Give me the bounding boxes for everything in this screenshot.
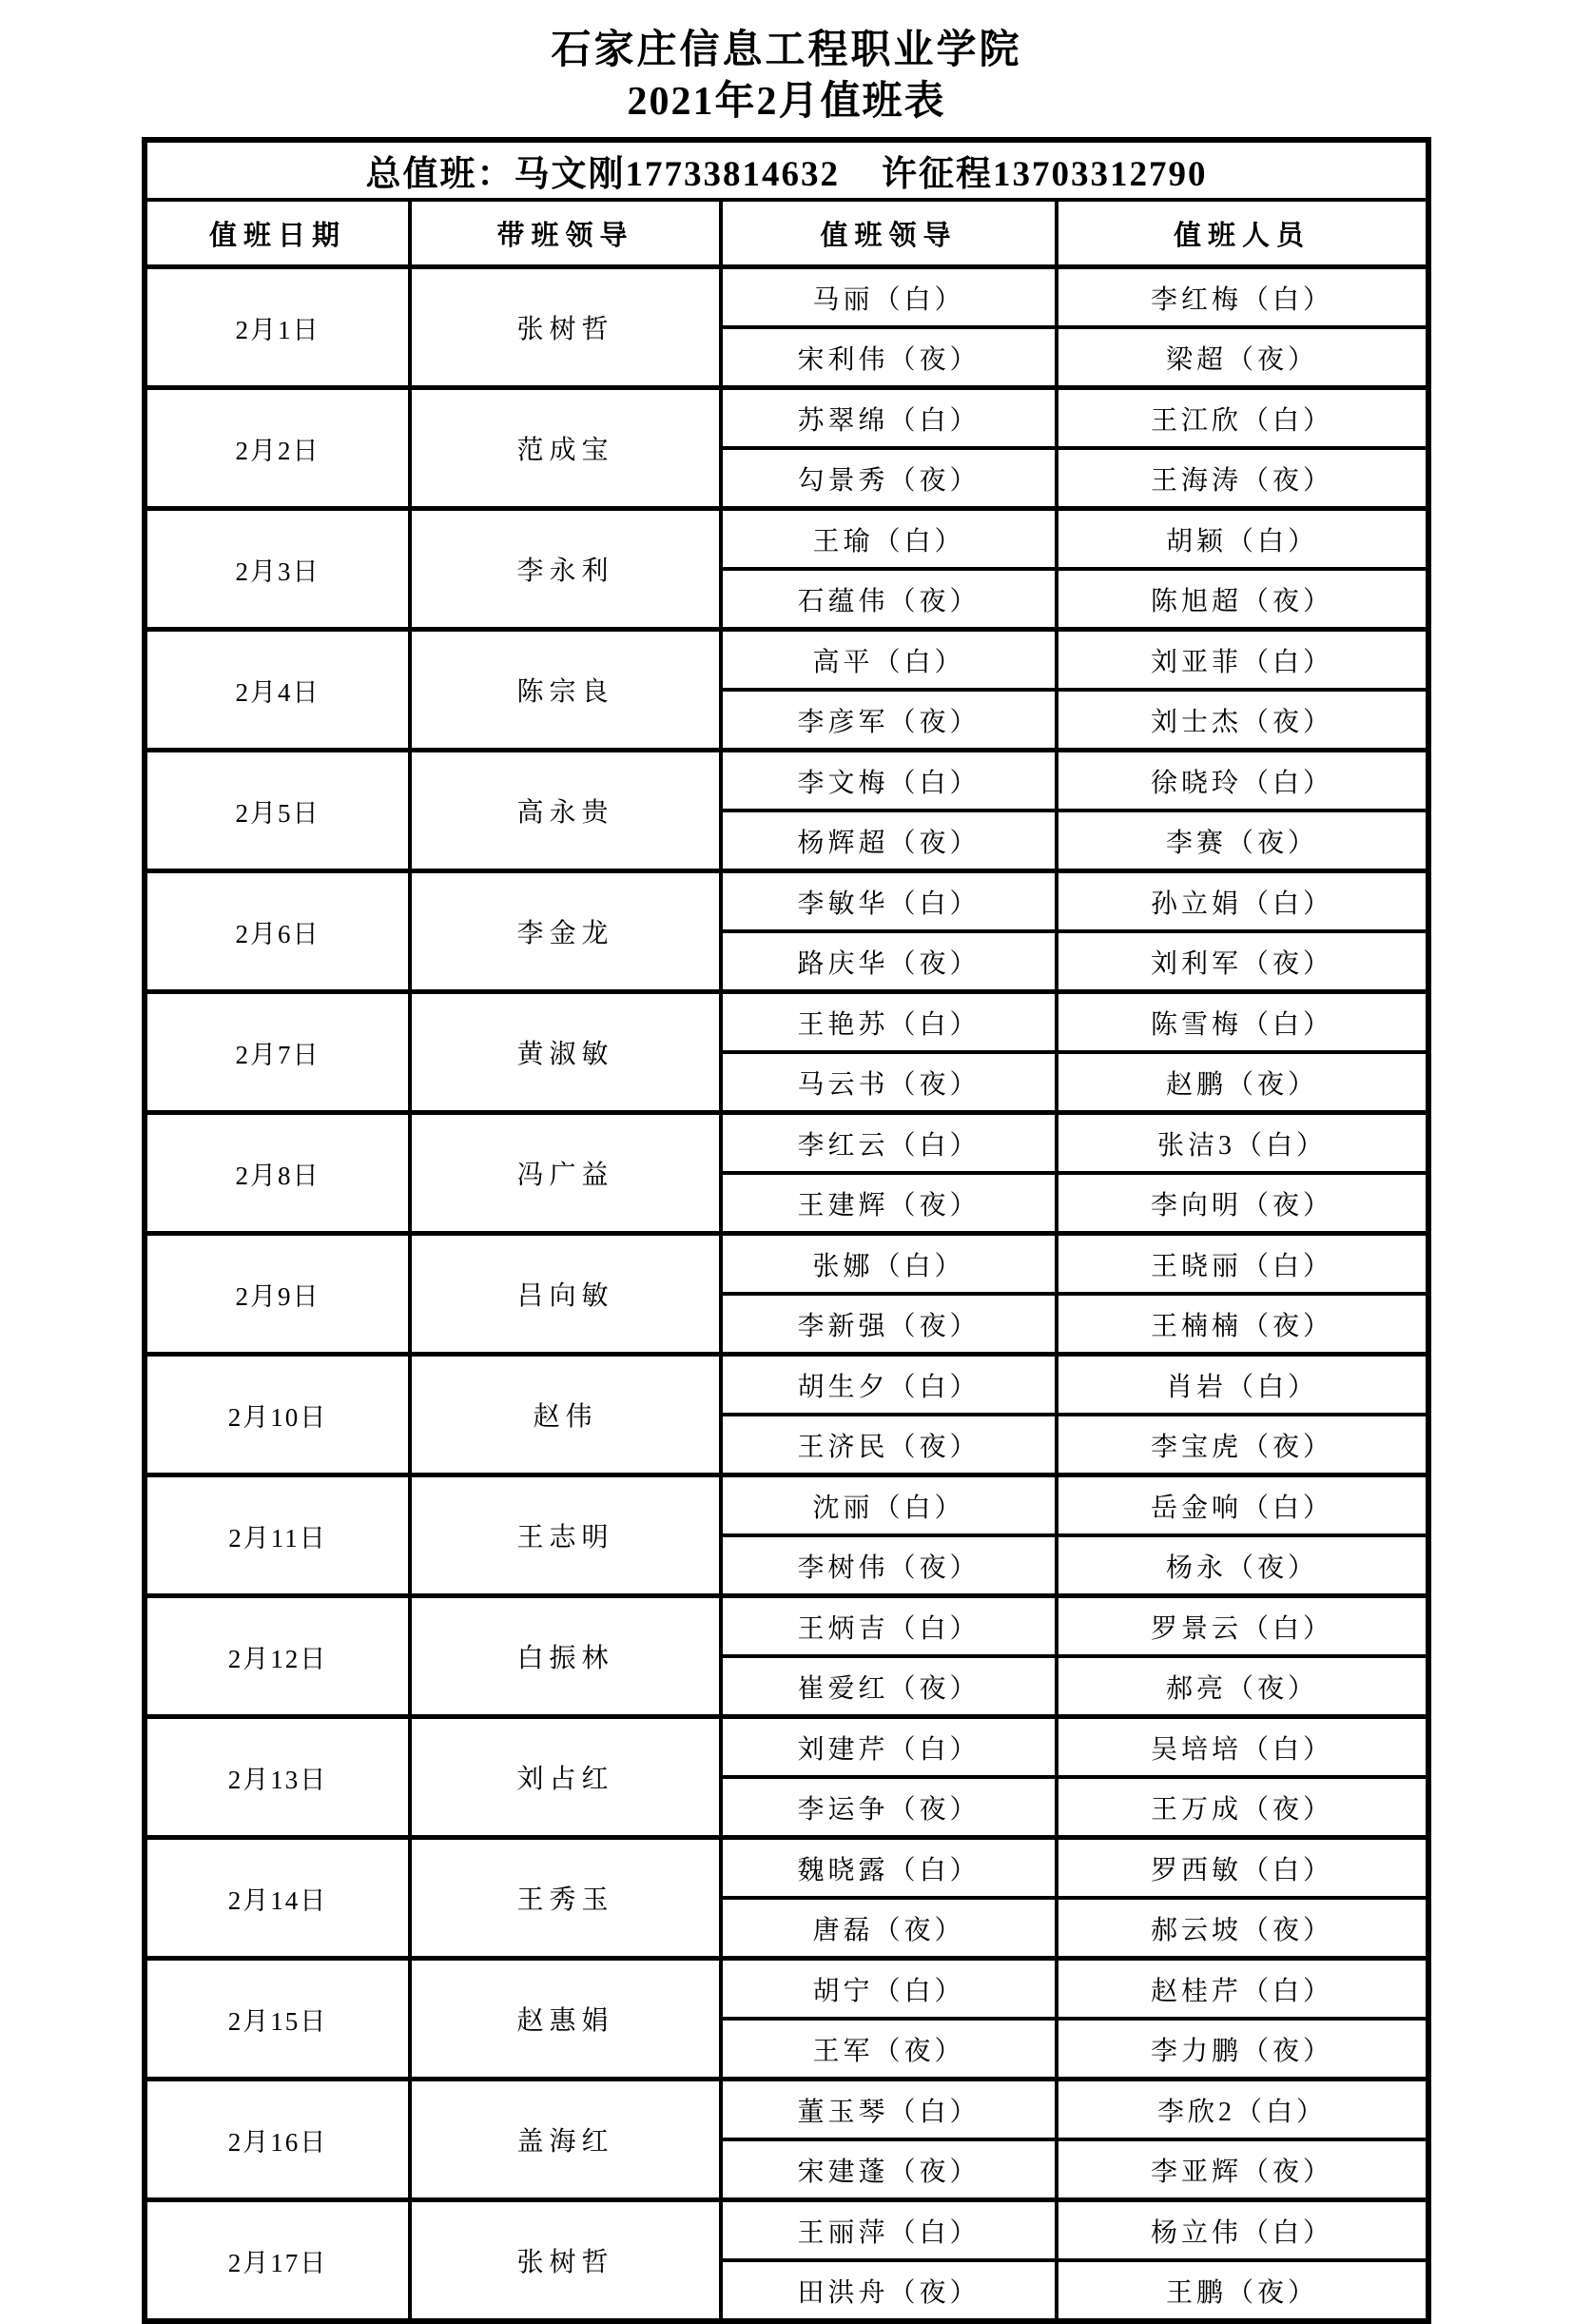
- duty-leader-night-cell: 勾景秀（夜）: [721, 448, 1057, 509]
- lead-leader-cell: 张树哲: [410, 267, 721, 388]
- duty-staff-day-cell: 徐晓玲（白）: [1057, 751, 1428, 811]
- lead-leader-cell: 白振林: [410, 1596, 721, 1717]
- duty-leader-day-cell: 王炳吉（白）: [721, 1596, 1057, 1657]
- lead-leader-cell: 高永贵: [410, 751, 721, 871]
- lead-leader-cell: 李金龙: [410, 871, 721, 992]
- lead-leader-cell: 黄淑敏: [410, 992, 721, 1113]
- lead-leader-cell: 张树哲: [410, 2200, 721, 2322]
- col-header-duty-date: 值班日期: [145, 200, 410, 267]
- duty-leader-night-cell: 王军（夜）: [721, 2019, 1057, 2080]
- table-row-day: [145, 1113, 1428, 1174]
- table-row-day: [145, 1838, 1428, 1899]
- table-row-day: [145, 388, 1428, 449]
- table-row-day: [145, 630, 1428, 691]
- date-cell: 2月1日: [145, 267, 410, 388]
- header-row: [145, 200, 1428, 267]
- duty-staff-night-cell: 郝亮（夜）: [1057, 1656, 1428, 1717]
- duty-staff-day-cell: 王江欣（白）: [1057, 388, 1428, 449]
- duty-staff-night-cell: 李赛（夜）: [1057, 810, 1428, 871]
- date-cell: 2月8日: [145, 1113, 410, 1234]
- duty-staff-night-cell: 刘利军（夜）: [1057, 931, 1428, 992]
- duty-leader-day-cell: 张娜（白）: [721, 1234, 1057, 1295]
- table-row-day: [145, 1959, 1428, 2020]
- date-cell: 2月9日: [145, 1234, 410, 1355]
- duty-staff-night-cell: 杨永（夜）: [1057, 1535, 1428, 1596]
- duty-leader-night-cell: 王济民（夜）: [721, 1415, 1057, 1475]
- col-header-lead-leader: 带班领导: [410, 200, 721, 267]
- duty-leader-night-cell: 李彦军（夜）: [721, 690, 1057, 751]
- lead-leader-cell: 王志明: [410, 1475, 721, 1596]
- table-row-day: [145, 1475, 1428, 1536]
- table-row-day: [145, 751, 1428, 811]
- duty-leader-day-cell: 李文梅（白）: [721, 751, 1057, 811]
- duty-staff-day-cell: 赵桂芹（白）: [1057, 1959, 1428, 2020]
- date-cell: 2月16日: [145, 2080, 410, 2200]
- duty-leader-night-cell: 唐磊（夜）: [721, 1898, 1057, 1959]
- duty-leader-night-cell: 杨辉超（夜）: [721, 810, 1057, 871]
- col-header-duty-leader: 值班领导: [721, 200, 1057, 267]
- duty-staff-day-cell: 杨立伟（白）: [1057, 2200, 1428, 2261]
- lead-leader-cell: 王秀玉: [410, 1838, 721, 1959]
- duty-leader-day-cell: 王丽萍（白）: [721, 2200, 1057, 2261]
- duty-staff-night-cell: 王鹏（夜）: [1057, 2260, 1428, 2321]
- duty-table-body: [145, 267, 1428, 2322]
- lead-leader-cell: 陈宗良: [410, 630, 721, 751]
- duty-leader-day-cell: 董玉琴（白）: [721, 2080, 1057, 2140]
- date-cell: 2月7日: [145, 992, 410, 1113]
- lead-leader-cell: 刘占红: [410, 1717, 721, 1838]
- duty-leader-night-cell: 宋建蓬（夜）: [721, 2139, 1057, 2200]
- table-row-day: [145, 992, 1428, 1053]
- lead-leader-cell: 冯广益: [410, 1113, 721, 1234]
- table-row-day: [145, 2200, 1428, 2261]
- table-row-day: [145, 871, 1428, 932]
- date-cell: 2月17日: [145, 2200, 410, 2322]
- duty-leader-day-cell: 马丽（白）: [721, 267, 1057, 328]
- duty-staff-day-cell: 罗西敏（白）: [1057, 1838, 1428, 1899]
- date-cell: 2月2日: [145, 388, 410, 509]
- duty-leader-day-cell: 李敏华（白）: [721, 871, 1057, 932]
- date-cell: 2月5日: [145, 751, 410, 871]
- duty-staff-night-cell: 赵鹏（夜）: [1057, 1052, 1428, 1113]
- duty-staff-day-cell: 王晓丽（白）: [1057, 1234, 1428, 1295]
- col-header-duty-staff: 值班人员: [1057, 200, 1428, 267]
- duty-staff-day-cell: 李欣2（白）: [1057, 2080, 1428, 2140]
- duty-leader-night-cell: 李树伟（夜）: [721, 1535, 1057, 1596]
- duty-leader-night-cell: 李新强（夜）: [721, 1294, 1057, 1355]
- duty-staff-day-cell: 胡颖（白）: [1057, 509, 1428, 570]
- duty-staff-day-cell: 陈雪梅（白）: [1057, 992, 1428, 1053]
- duty-staff-day-cell: 岳金响（白）: [1057, 1475, 1428, 1536]
- table-row-day: [145, 2080, 1428, 2140]
- page-title: 石家庄信息工程职业学院: [551, 29, 1022, 72]
- duty-leader-night-cell: 田洪舟（夜）: [721, 2260, 1057, 2321]
- duty-leader-day-cell: 苏翠绵（白）: [721, 388, 1057, 449]
- duty-leader-day-cell: 沈丽（白）: [721, 1475, 1057, 1536]
- duty-staff-night-cell: 李宝虎（夜）: [1057, 1415, 1428, 1475]
- table-row-day: [145, 1717, 1428, 1778]
- duty-staff-day-cell: 孙立娟（白）: [1057, 871, 1428, 932]
- general-duty-cell: [145, 140, 1428, 200]
- duty-staff-night-cell: 陈旭超（夜）: [1057, 569, 1428, 630]
- date-cell: 2月13日: [145, 1717, 410, 1838]
- duty-leader-night-cell: 宋利伟（夜）: [721, 327, 1057, 388]
- page-subtitle: 2021年2月值班表: [627, 80, 946, 124]
- table-row-day: [145, 1596, 1428, 1657]
- general-duty-contact-1: 马文刚17733814632: [514, 155, 840, 194]
- duty-staff-day-cell: 李红梅（白）: [1057, 267, 1428, 328]
- general-duty-row: [145, 140, 1428, 200]
- duty-leader-night-cell: 石蕴伟（夜）: [721, 569, 1057, 630]
- duty-leader-night-cell: 崔爱红（夜）: [721, 1656, 1057, 1717]
- date-cell: 2月14日: [145, 1838, 410, 1959]
- duty-staff-night-cell: 李向明（夜）: [1057, 1173, 1428, 1234]
- date-cell: 2月6日: [145, 871, 410, 992]
- lead-leader-cell: 盖海红: [410, 2080, 721, 2200]
- duty-table: [142, 137, 1431, 2324]
- duty-leader-night-cell: 路庆华（夜）: [721, 931, 1057, 992]
- lead-leader-cell: 赵伟: [410, 1355, 721, 1475]
- duty-staff-day-cell: 罗景云（白）: [1057, 1596, 1428, 1657]
- general-duty-contact-2: 许征程13703312790: [882, 155, 1208, 194]
- duty-staff-night-cell: 梁超（夜）: [1057, 327, 1428, 388]
- duty-leader-day-cell: 王瑜（白）: [721, 509, 1057, 570]
- date-cell: 2月4日: [145, 630, 410, 751]
- duty-leader-day-cell: 魏晓露（白）: [721, 1838, 1057, 1899]
- general-duty-label: 总值班：: [365, 155, 515, 194]
- duty-staff-night-cell: 李亚辉（夜）: [1057, 2139, 1428, 2200]
- duty-staff-night-cell: 王万成（夜）: [1057, 1777, 1428, 1838]
- table-row-day: [145, 1355, 1428, 1416]
- duty-leader-day-cell: 胡宁（白）: [721, 1959, 1057, 2020]
- lead-leader-cell: 吕向敏: [410, 1234, 721, 1355]
- lead-leader-cell: 赵惠娟: [410, 1959, 721, 2080]
- duty-staff-night-cell: 李力鹏（夜）: [1057, 2019, 1428, 2080]
- duty-staff-day-cell: 吴培培（白）: [1057, 1717, 1428, 1778]
- lead-leader-cell: 李永利: [410, 509, 721, 630]
- lead-leader-cell: 范成宝: [410, 388, 721, 509]
- duty-staff-night-cell: 王楠楠（夜）: [1057, 1294, 1428, 1355]
- duty-leader-day-cell: 高平（白）: [721, 630, 1057, 691]
- title-block: [0, 0, 1573, 127]
- duty-leader-night-cell: 马云书（夜）: [721, 1052, 1057, 1113]
- duty-leader-day-cell: 王艳苏（白）: [721, 992, 1057, 1053]
- duty-leader-night-cell: 王建辉（夜）: [721, 1173, 1057, 1234]
- date-cell: 2月11日: [145, 1475, 410, 1596]
- date-cell: 2月12日: [145, 1596, 410, 1717]
- duty-leader-day-cell: 胡生夕（白）: [721, 1355, 1057, 1416]
- date-cell: 2月15日: [145, 1959, 410, 2080]
- table-row-day: [145, 1234, 1428, 1295]
- duty-staff-night-cell: 王海涛（夜）: [1057, 448, 1428, 509]
- table-row-day: [145, 267, 1428, 328]
- date-cell: 2月10日: [145, 1355, 410, 1475]
- duty-leader-day-cell: 李红云（白）: [721, 1113, 1057, 1174]
- duty-staff-day-cell: 张洁3（白）: [1057, 1113, 1428, 1174]
- table-row-day: [145, 509, 1428, 570]
- date-cell: 2月3日: [145, 509, 410, 630]
- duty-leader-day-cell: 刘建芹（白）: [721, 1717, 1057, 1778]
- duty-leader-night-cell: 李运争（夜）: [721, 1777, 1057, 1838]
- duty-staff-night-cell: 刘士杰（夜）: [1057, 690, 1428, 751]
- duty-staff-night-cell: 郝云坡（夜）: [1057, 1898, 1428, 1959]
- duty-staff-day-cell: 肖岩（白）: [1057, 1355, 1428, 1416]
- duty-staff-day-cell: 刘亚菲（白）: [1057, 630, 1428, 691]
